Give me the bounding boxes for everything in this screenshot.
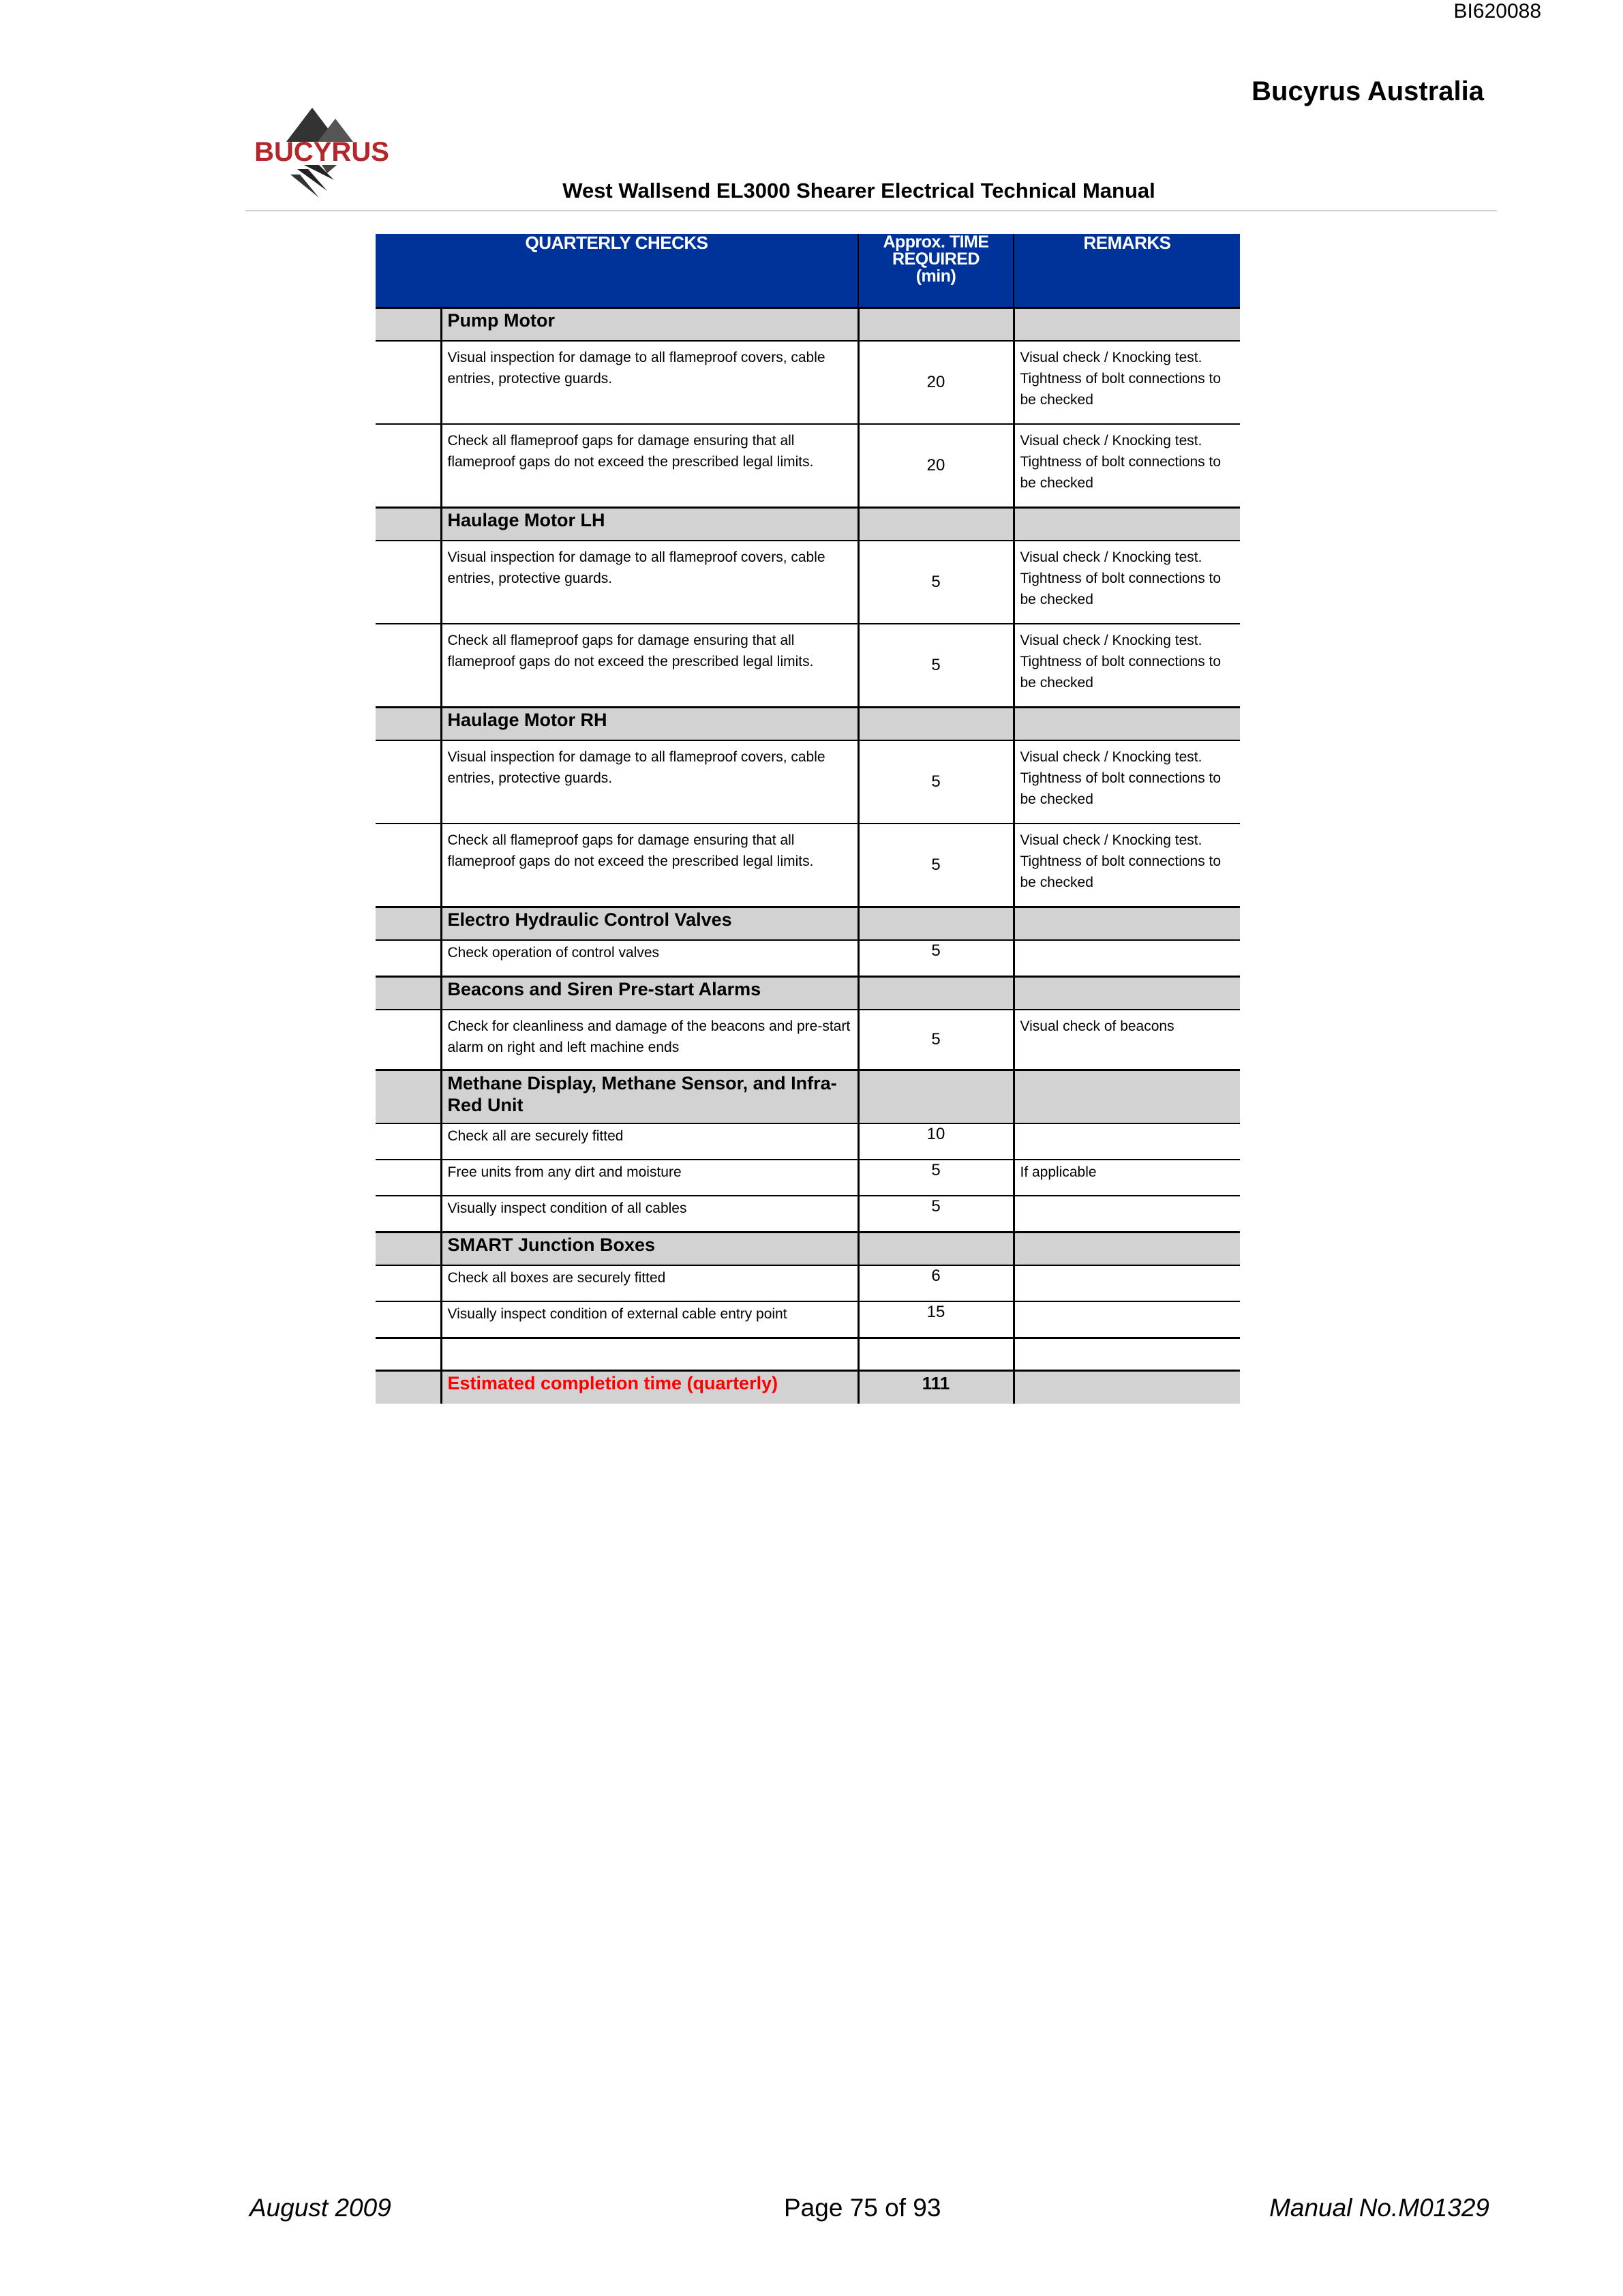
table-row <box>376 1301 1240 1338</box>
time-value: 20 <box>858 341 1014 424</box>
section-time-cell <box>858 308 1014 342</box>
time-value: 5 <box>858 740 1014 824</box>
table-row <box>376 341 1240 424</box>
header-time-line1: Approx. TIME <box>883 232 989 252</box>
table-row <box>376 1123 1240 1160</box>
section-blank <box>376 1070 441 1124</box>
table-row <box>376 424 1240 508</box>
section-row-haulage-motor-lh <box>376 508 1240 541</box>
footer-page-number: Page 75 of 93 <box>784 2194 941 2222</box>
check-text: Check all boxes are securely fitted <box>441 1265 858 1301</box>
section-blank <box>376 1233 441 1266</box>
table-row <box>376 1265 1240 1301</box>
time-value: 5 <box>858 624 1014 708</box>
remarks-text: Visual check / Knocking test. Tightness of bolt connections to be checked <box>1014 740 1240 824</box>
quarterly-checks-table <box>376 234 1240 1404</box>
row-blank <box>376 1160 441 1196</box>
section-blank <box>376 708 441 741</box>
row-blank <box>376 1196 441 1233</box>
table-row <box>376 1010 1240 1070</box>
row-blank <box>376 940 441 977</box>
remarks-text <box>1014 1123 1240 1160</box>
check-text: Check all flameproof gaps for damage ensuring that all flameproof gaps do not exceed the prescribed legal limits. <box>441 624 858 708</box>
remarks-text <box>1014 1301 1240 1338</box>
table-row <box>376 624 1240 708</box>
row-blank <box>376 541 441 624</box>
total-row <box>376 1371 1240 1404</box>
remarks-text: If applicable <box>1014 1160 1240 1196</box>
section-remarks-cell <box>1014 708 1240 741</box>
section-row-smart-junction-boxes <box>376 1233 1240 1266</box>
time-value: 5 <box>858 541 1014 624</box>
row-blank <box>376 341 441 424</box>
row-blank <box>376 1371 441 1404</box>
section-row-beacons-siren <box>376 977 1240 1010</box>
remarks-text: Visual check / Knocking test. Tightness of bolt connections to be checked <box>1014 424 1240 508</box>
table-row <box>376 1160 1240 1196</box>
section-name: Haulage Motor RH <box>441 708 858 741</box>
header-time-line3: (min) <box>915 267 956 286</box>
section-remarks-cell <box>1014 907 1240 941</box>
time-value: 5 <box>858 1196 1014 1233</box>
logo-wordmark: BUCYRUS <box>254 137 389 167</box>
section-time-cell <box>858 1233 1014 1266</box>
total-value: 111 <box>858 1371 1014 1404</box>
section-row-haulage-motor-rh <box>376 708 1240 741</box>
remarks-text: Visual check / Knocking test. Tightness of bolt connections to be checked <box>1014 824 1240 907</box>
check-text: Visual inspection for damage to all flameproof covers, cable entries, protective guards. <box>441 740 858 824</box>
section-name: Beacons and Siren Pre-start Alarms <box>441 977 858 1010</box>
section-time-cell <box>858 1070 1014 1124</box>
row-blank <box>376 1010 441 1070</box>
company-name: Bucyrus Australia <box>1252 76 1484 106</box>
section-name: Electro Hydraulic Control Valves <box>441 907 858 941</box>
section-row-electro-hydraulic <box>376 907 1240 941</box>
time-value: 20 <box>858 424 1014 508</box>
check-text: Check operation of control valves <box>441 940 858 977</box>
section-time-cell <box>858 977 1014 1010</box>
row-blank <box>376 1338 441 1371</box>
row-blank <box>376 624 441 708</box>
header-remarks: REMARKS <box>1014 234 1240 308</box>
row-blank <box>376 1301 441 1338</box>
section-blank <box>376 508 441 541</box>
remarks-text: Visual check / Knocking test. Tightness of bolt connections to be checked <box>1014 341 1240 424</box>
check-text: Check all flameproof gaps for damage ensuring that all flameproof gaps do not exceed the prescribed legal limits. <box>441 824 858 907</box>
remarks-text: Visual check / Knocking test. Tightness of bolt connections to be checked <box>1014 624 1240 708</box>
table-row <box>376 940 1240 977</box>
header-quarterly-checks: QUARTERLY CHECKS <box>376 234 858 308</box>
time-value: 10 <box>858 1123 1014 1160</box>
table-header-row <box>376 234 1240 308</box>
header-divider <box>245 210 1497 211</box>
remarks-text: Visual check / Knocking test. Tightness of bolt connections to be checked <box>1014 541 1240 624</box>
total-label: Estimated completion time (quarterly) <box>441 1371 858 1404</box>
manual-title: West Wallsend EL3000 Shearer Electrical Technical Manual <box>562 179 1155 202</box>
section-blank <box>376 308 441 342</box>
section-name: SMART Junction Boxes <box>441 1233 858 1266</box>
check-text: Visually inspect condition of all cables <box>441 1196 858 1233</box>
table-row <box>376 1196 1240 1233</box>
check-text: Check all are securely fitted <box>441 1123 858 1160</box>
row-blank <box>376 1123 441 1160</box>
check-text: Visual inspection for damage to all flameproof covers, cable entries, protective guards. <box>441 541 858 624</box>
check-text: Visually inspect condition of external cable entry point <box>441 1301 858 1338</box>
row-blank <box>376 424 441 508</box>
time-value: 6 <box>858 1265 1014 1301</box>
section-blank <box>376 907 441 941</box>
time-value: 15 <box>858 1301 1014 1338</box>
time-value: 5 <box>858 824 1014 907</box>
empty-cell <box>441 1338 858 1371</box>
row-blank <box>376 1265 441 1301</box>
footer-date: August 2009 <box>249 2194 391 2222</box>
section-remarks-cell <box>1014 308 1240 342</box>
table-row <box>376 824 1240 907</box>
section-time-cell <box>858 708 1014 741</box>
section-remarks-cell <box>1014 1070 1240 1124</box>
time-value: 5 <box>858 1160 1014 1196</box>
section-name: Pump Motor <box>441 308 858 342</box>
section-remarks-cell <box>1014 508 1240 541</box>
row-blank <box>376 824 441 907</box>
section-time-cell <box>858 907 1014 941</box>
table-row <box>376 740 1240 824</box>
check-text: Visual inspection for damage to all flameproof covers, cable entries, protective guards. <box>441 341 858 424</box>
section-name: Haulage Motor LH <box>441 508 858 541</box>
check-text: Check all flameproof gaps for damage ensuring that all flameproof gaps do not exceed the prescribed legal limits. <box>441 424 858 508</box>
total-remarks-cell <box>1014 1371 1240 1404</box>
document-id: BI620088 <box>1453 0 1541 22</box>
section-time-cell <box>858 508 1014 541</box>
remarks-text <box>1014 1265 1240 1301</box>
time-value: 5 <box>858 1010 1014 1070</box>
remarks-text: Visual check of beacons <box>1014 1010 1240 1070</box>
footer-manual-number: Manual No.M01329 <box>1269 2194 1489 2222</box>
row-blank <box>376 740 441 824</box>
section-remarks-cell <box>1014 1233 1240 1266</box>
check-text: Free units from any dirt and moisture <box>441 1160 858 1196</box>
header-time-line2: REQUIRED <box>892 250 980 269</box>
section-name: Methane Display, Methane Sensor, and Infra-Red Unit <box>441 1070 858 1124</box>
section-remarks-cell <box>1014 977 1240 1010</box>
empty-row <box>376 1338 1240 1371</box>
remarks-text <box>1014 940 1240 977</box>
section-row-pump-motor <box>376 308 1240 342</box>
check-text: Check for cleanliness and damage of the beacons and pre-start alarm on right and left machine ends <box>441 1010 858 1070</box>
empty-cell <box>858 1338 1014 1371</box>
remarks-text <box>1014 1196 1240 1233</box>
section-blank <box>376 977 441 1010</box>
table-row <box>376 541 1240 624</box>
empty-cell <box>1014 1338 1240 1371</box>
section-row-methane-display <box>376 1070 1240 1124</box>
time-value: 5 <box>858 940 1014 977</box>
header-time-required <box>858 234 1014 308</box>
